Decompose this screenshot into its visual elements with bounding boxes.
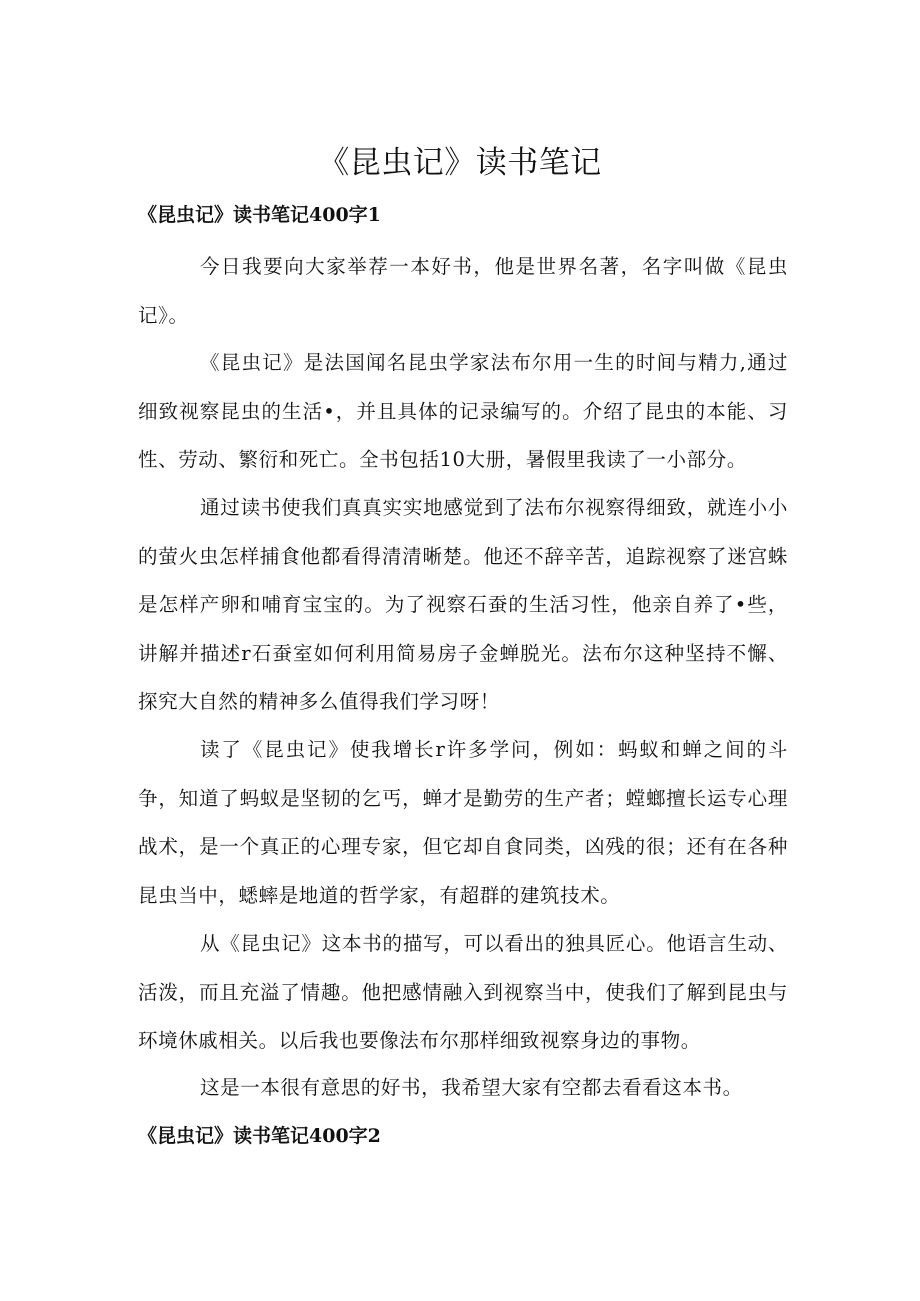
document-title: 《昆虫记》读书笔记 (318, 145, 602, 181)
paragraph-1: 今日我要向大家举荐一本好书，他是世界名著，名字叫做《昆虫记》。 (138, 255, 788, 327)
paragraph-5: 从《昆虫记》这本书的描写，可以看出的独具匠心。他语言生动、活泼，而且充溢了情趣。他把感情融入到视察当中，使我们了解到昆虫与环境休戚相关。以后我也要像法布尔那样细致视察身边的事物。 (138, 932, 788, 1052)
paragraph-4: 读了《昆虫记》使我增长r许多学问，例如：蚂蚁和蝉之间的斗争，知道了蚂蚁是坚韧的乞丐，蝉才是勤劳的生产者；螳螂擅长运专心理战术，是一个真正的心理专家，但它却自食同类，凶残的很；还有在各种昆虫当中，蟋蟀是地道的哲学家，有超群的建筑技术。 (138, 738, 788, 907)
section-heading-1: 《昆虫记》读书笔记400字1 (138, 204, 381, 226)
paragraph-3: 通过读书使我们真真实实地感觉到了法布尔视察得细致，就连小小的萤火虫怎样捕食他都看得清清晰楚。他还不辞辛苦，追踪视察了迷宫蛛是怎样产卵和哺育宝宝的。为了视察石蚕的生活习性，他亲自养了•些，讲解并描述r石蚕室如何利用简易房子金蝉脱光。法布尔这种坚持不懈、探究大自然的精神多么值得我们学习呀！ (138, 496, 788, 713)
section-heading-2: 《昆虫记》读书笔记400字2 (138, 1125, 381, 1147)
paragraph-2: 《昆虫记》是法国闻名昆虫学家法布尔用一生的时间与精力,通过细致视察昆虫的生活•，并且具体的记录编写的。介绍了昆虫的本能、习性、劳动、繁衍和死亡。全书包括10大册，暑假里我读了一小部分。 (138, 351, 788, 471)
paragraph-6: 这是一本很有意思的好书，我希望大家有空都去看看这本书。 (200, 1076, 743, 1099)
